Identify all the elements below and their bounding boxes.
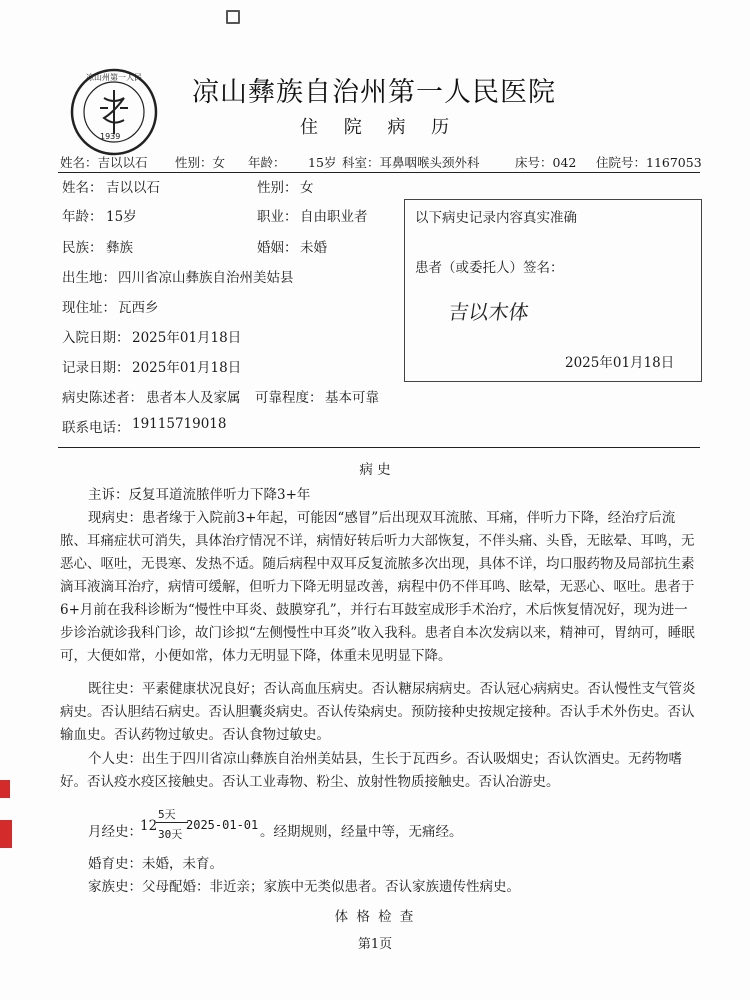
physical-exam-title: 体 格 检 查 <box>334 909 416 925</box>
past-history: 既往史：平素健康状况良好；否认高血压病史。否认糖尿病病史。否认冠心病病史。否认慢性支气管炎病史。否认胆结石病史。否认胆囊炎病史。否认传染病史。预防接种史按规定接种。否认手术外伤史。否认输血史。否认药物过敏史。否认食物过敏史。 <box>60 681 696 743</box>
admit-date: 2025年01月18日 <box>132 330 242 346</box>
red-stamp-edge-top <box>0 780 10 798</box>
present-illness: 现病史：患者缘于入院前3+年起，可能因“感冒”后出现双耳流脓、耳痛，伴听力下降，经治疗后流脓、耳痛症状可消失，具体治疗情况不详，病情好转后听力大部恢复，不伴头痛、头昏，无眩晕、耳鸣，无恶心、呕吐，无畏寒、发热不适。随后病程中双耳反复流脓多次出现，具体不详，均口服药物及局部抗生素滴耳液滴耳治疗，病情可缓解，但听力下降无明显改善，病程中仍不伴耳鸣、眩晕，无恶心、呕吐。患者于6+月前在我科诊断为“慢性中耳炎、鼓膜穿孔”，并行右耳鼓室成形手术治疗，术后恢复情况好，现为进一步诊治就诊我科门诊，故门诊拟“左侧慢性中耳炎”收入我科。患者自本次发病以来，精神可，胃纳可，睡眠可，大便如常，小便如常，体力无明显下降，体重未见明显下降。 <box>60 510 695 664</box>
svg-text:凉山州第一人民: 凉山州第一人民 <box>86 73 142 82</box>
menstrual-label: 月经史： <box>88 824 142 840</box>
record-date: 2025年01月18日 <box>132 360 242 376</box>
history-section-title: 病 史 <box>359 462 391 478</box>
name-label: 姓名： <box>62 180 103 196</box>
chief-complaint: 主诉：反复耳道流脓伴听力下降3+年 <box>88 487 311 503</box>
header-age-label: 年龄： <box>248 155 286 170</box>
signer-label: 患者（或委托人）签名： <box>415 260 564 276</box>
last-period-date: 2025-01-01 <box>186 818 259 832</box>
job-label: 职业： <box>257 209 298 225</box>
phone-label: 联系电话： <box>62 420 130 436</box>
patient-phone: 19115719018 <box>132 416 227 432</box>
reliability: 基本可靠 <box>325 390 379 406</box>
age-label: 年龄： <box>62 209 103 225</box>
patient-age: 15岁 <box>106 209 137 225</box>
document-title: 住 院 病 历 <box>300 117 460 138</box>
page-number: 第1页 <box>357 937 393 952</box>
menstrual-duration: 5天 <box>158 808 176 821</box>
menarche-age: 12 <box>140 818 158 834</box>
section-divider <box>58 447 700 448</box>
patient-name: 吉以以石 <box>106 180 160 196</box>
narrator-label: 病史陈述者： <box>62 390 143 406</box>
header-bed: 床号：042 <box>515 155 577 170</box>
patient-address: 瓦西乡 <box>118 300 159 316</box>
personal-history: 个人史：出生于四川省凉山彝族自治州美姑县，生长于瓦西乡。否认吸烟史；否认饮酒史。无药物嗜好。否认疫水疫区接触史。否认工业毒物、粉尘、放射性物质接触史。否认冶游史。 <box>60 751 682 790</box>
ethnic-label: 民族： <box>62 240 103 256</box>
header-divider <box>58 172 700 173</box>
hospital-seal-logo <box>70 68 158 156</box>
scan-mark-icon <box>226 10 240 24</box>
signature-box <box>404 199 702 382</box>
patient-marital: 未婚 <box>300 240 327 256</box>
signature-date: 2025年01月18日 <box>565 355 675 371</box>
patient-ethnic: 彝族 <box>106 240 133 256</box>
header-admission-no: 住院号：1167053 <box>596 155 702 170</box>
red-stamp-edge-bottom <box>0 820 12 848</box>
gender-label: 性别： <box>257 180 298 196</box>
logo-year: 1939 <box>100 132 121 141</box>
signature-statement: 以下病史记录内容真实准确 <box>415 210 577 226</box>
patient-job: 自由职业者 <box>300 209 368 225</box>
narrator: 患者本人及家属 <box>146 390 241 406</box>
header-name: 姓名：吉以以石 <box>60 155 148 170</box>
reliability-label: 可靠程度： <box>255 390 323 406</box>
header-dept: 科室：耳鼻咽喉头颈外科 <box>342 155 480 170</box>
address-label: 现住址： <box>62 300 116 316</box>
header-age: 15岁 <box>308 155 337 170</box>
marriage-history: 婚育史：未婚，未育。 <box>88 856 223 872</box>
header-gender: 性别：女 <box>175 155 226 170</box>
patient-gender: 女 <box>300 180 314 196</box>
family-history: 家族史：父母配婚：非近亲；家族中无类似患者。否认家族遗传性病史。 <box>88 879 520 895</box>
record-date-label: 记录日期： <box>62 360 130 376</box>
fraction-bar <box>156 822 188 823</box>
handwritten-signature: 吉以木体 <box>447 300 531 324</box>
menstrual-details: 。经期规则，经量中等，无痛经。 <box>260 824 463 840</box>
menstrual-cycle: 30天 <box>158 828 183 841</box>
hospital-name: 凉山彝族自治州第一人民医院 <box>192 77 556 108</box>
patient-birthplace: 四川省凉山彝族自治州美姑县 <box>118 270 294 286</box>
birthplace-label: 出生地： <box>62 270 116 286</box>
marital-label: 婚姻： <box>257 240 298 256</box>
admit-date-label: 入院日期： <box>62 330 130 346</box>
